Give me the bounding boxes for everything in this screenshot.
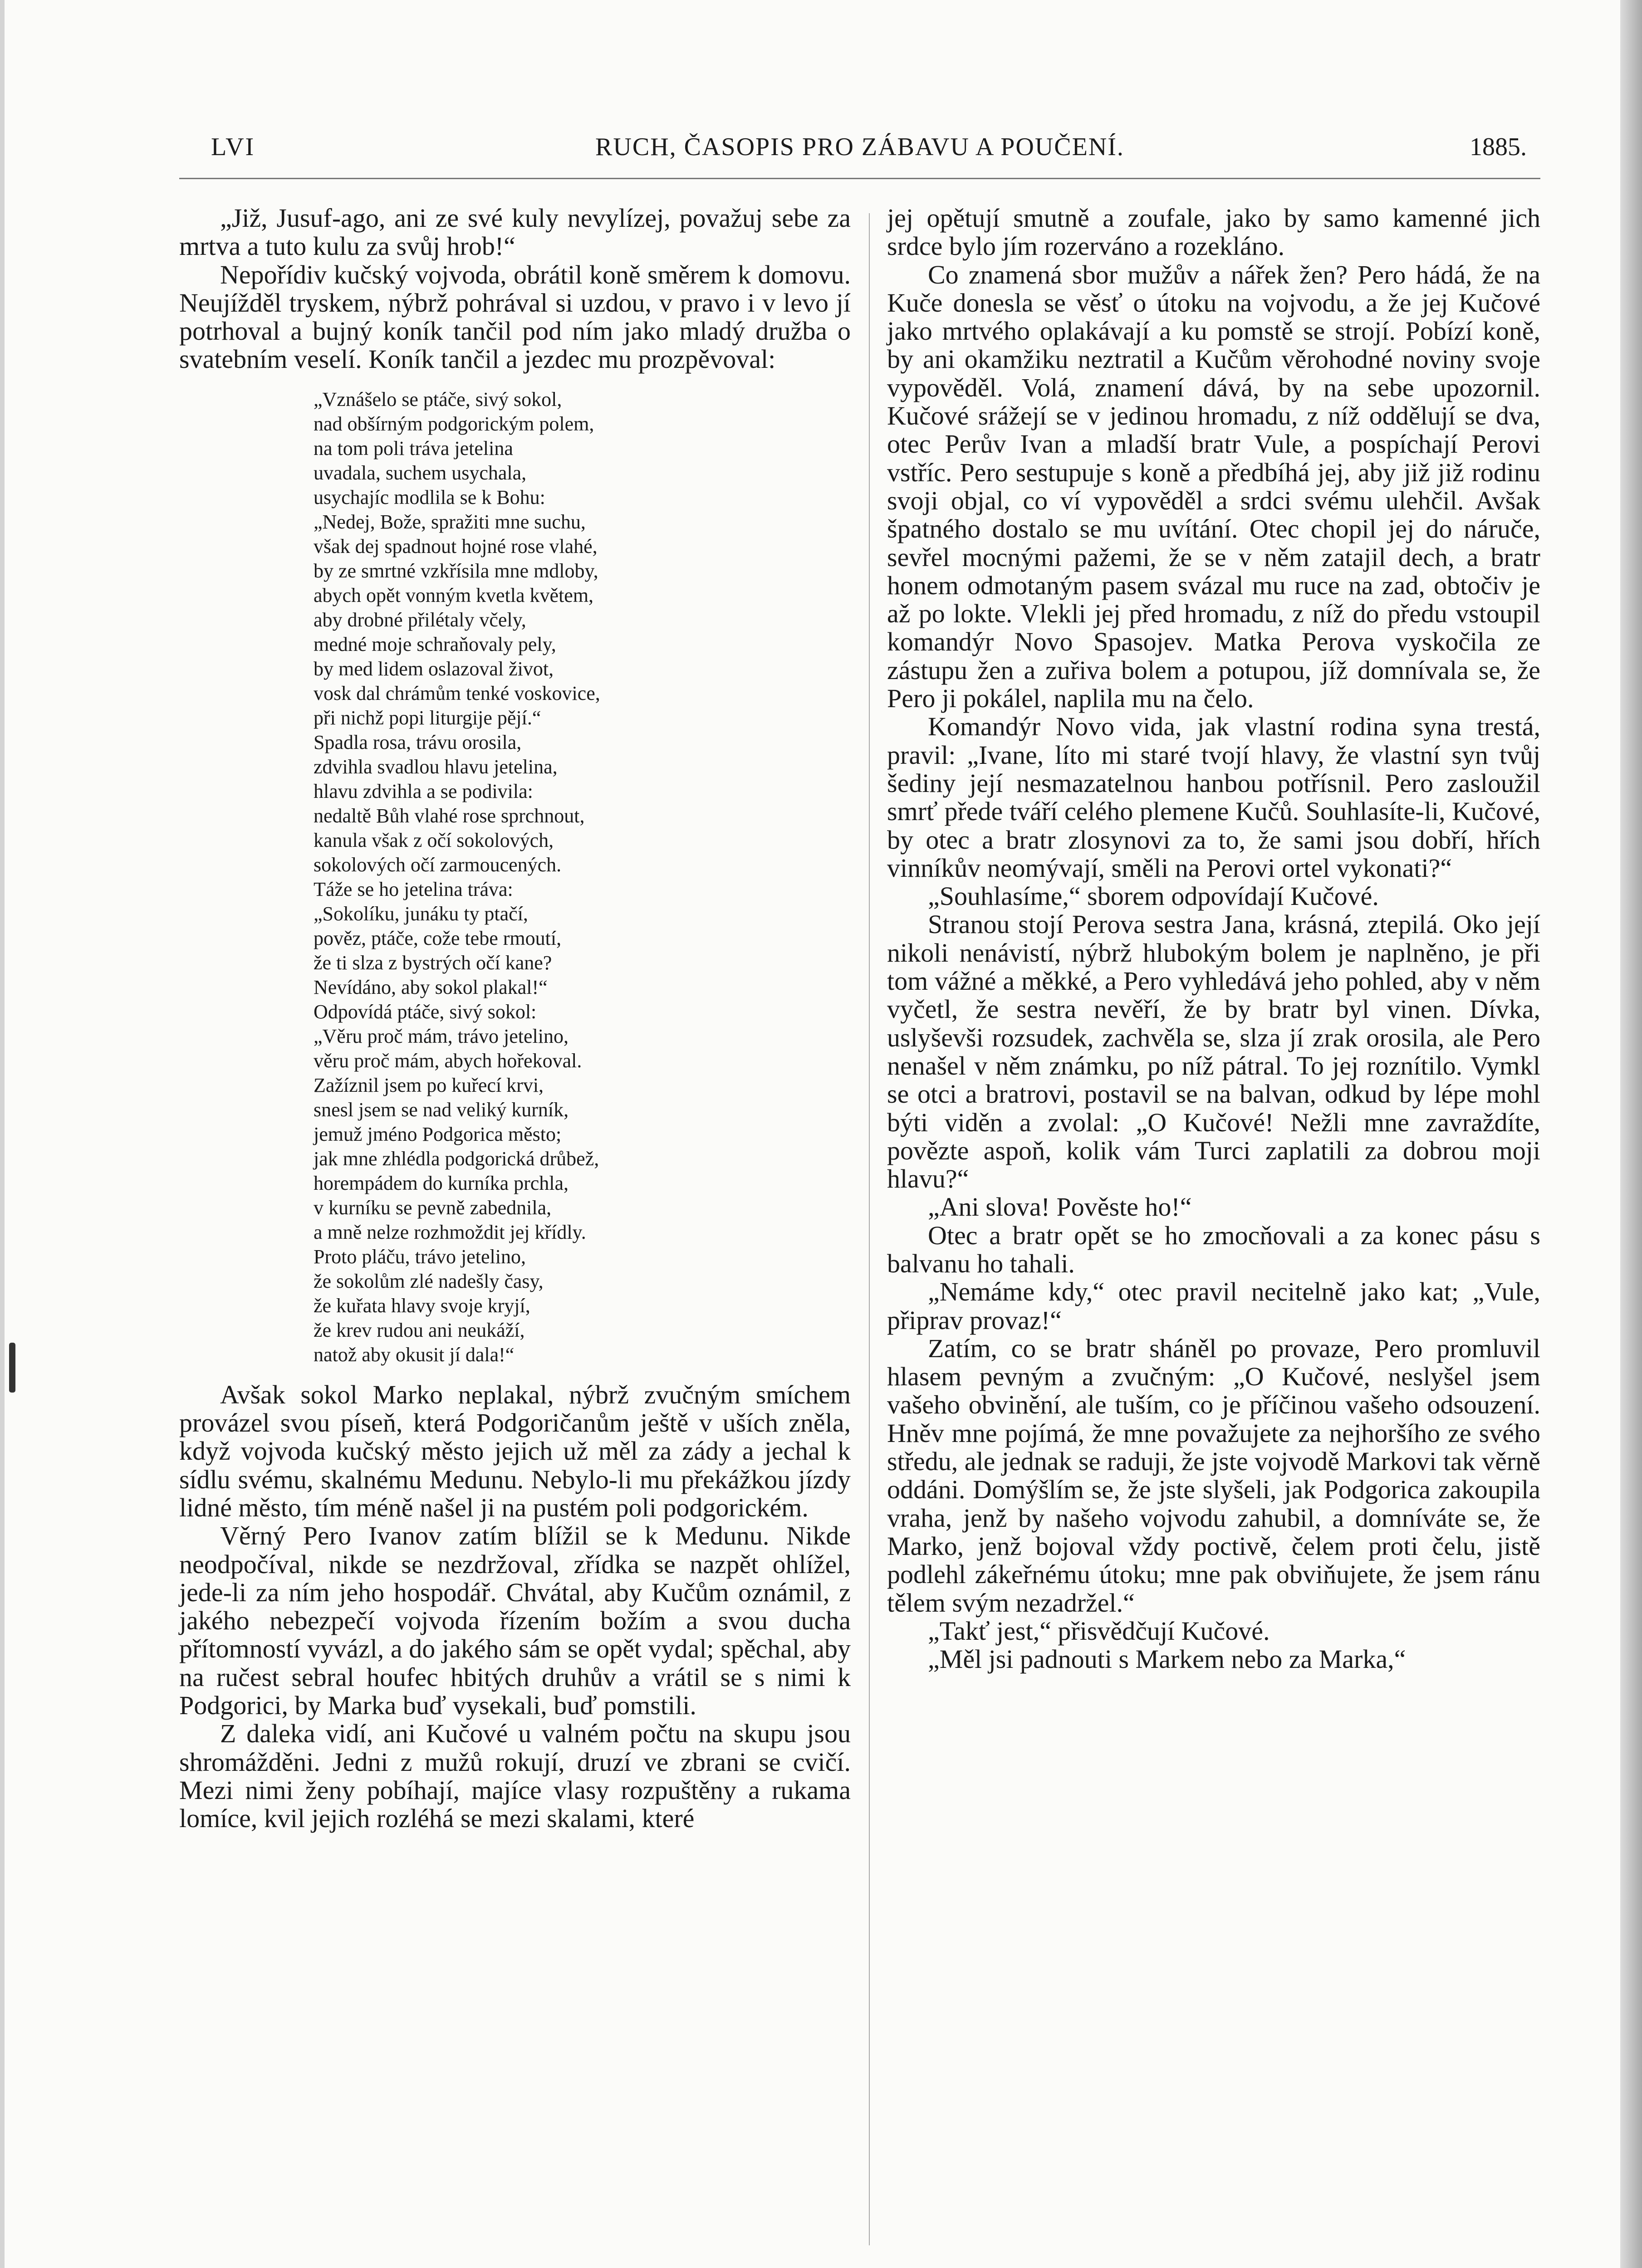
paragraph: „Ani slova! Pověste ho!“ bbox=[928, 1192, 1192, 1222]
poem-line: v kurníku se pevně zabednila, bbox=[314, 1196, 552, 1219]
poem-line: by med lidem oslazoval život, bbox=[314, 657, 554, 680]
poem-line: zdvihla svadlou hlavu jetelina, bbox=[314, 755, 558, 778]
poem-line: jemuž jméno Podgorica město; bbox=[314, 1123, 562, 1145]
poem-line: že sokolům zlé nadešly časy, bbox=[314, 1270, 544, 1292]
page-edge-left bbox=[0, 0, 5, 2268]
poem-line: Odpovídá ptáče, sivý sokol: bbox=[314, 1000, 537, 1023]
right-column bbox=[887, 204, 1540, 1673]
poem-line: na tom poli tráva jetelina bbox=[314, 437, 513, 459]
poem-line: však dej spadnout hojné rose vlahé, bbox=[314, 535, 598, 557]
poem-line: abych opět vonným kvetla květem, bbox=[314, 584, 594, 606]
poem-line: při nichž popi liturgije pějí.“ bbox=[314, 706, 541, 729]
poem-line: usychajíc modlila se k Bohu: bbox=[314, 486, 545, 508]
paragraph: „Souhlasíme,“ sborem odpovídají Kučové. bbox=[928, 881, 1379, 911]
poem-line: „Věru proč mám, trávo jetelino, bbox=[314, 1025, 569, 1047]
poem-line: „Vznášelo se ptáče, sivý sokol, bbox=[314, 388, 562, 411]
poem-line: Spadla rosa, trávu orosila, bbox=[314, 731, 522, 753]
poem-line: uvadala, suchem usychala, bbox=[314, 461, 527, 484]
poem-line: že ti slza z bystrých očí kane? bbox=[314, 951, 552, 974]
paragraph: Komandýr Novo vida, jak vlastní rodina syna trestá, pravil: „Ivane, líto mi staré tvojí hlavy, že vlastní syn tvůj šediny její nesmazatelnou hanbou potřísnil. Pero zasloužil smrť přede tváří celého plemene Kučů. Souhlasíte-li, Kučové, by otec a bratr zlosynovi za to, že sami jsou dobří, hřích vinníkův neomývají, směli na Perovi ortel vykonati?“ bbox=[887, 712, 1540, 883]
poem-line: „Sokolíku, junáku ty ptačí, bbox=[314, 902, 528, 925]
column-divider bbox=[869, 213, 870, 2245]
poem bbox=[314, 387, 851, 1367]
running-header bbox=[179, 132, 1540, 169]
paragraph: Nepořídiv kučský vojvoda, obrátil koně směrem k domovu. Neujížděl tryskem, nýbrž pohrával si uzdou, v pravo i v levo jí potrhoval a bujný koník tančil pod ním jako mladý družba o svatebním veselí. Koník tančil a jezdec mu prozpěvoval: bbox=[179, 259, 851, 374]
poem-line: jak mne zhlédla podgorická drůbež, bbox=[314, 1147, 599, 1170]
paragraph: Co znamená sbor mužův a nářek žen? Pero hádá, že na Kuče donesla se věsť o útoku na vojvodu, a že jej Kučové jako mrtvého oplakávají a ku pomstě se strojí. Pobízí koně, by ani okamžiku neztratil a Kučům věrohodné noviny svoje vypověděl. Volá, znamení dává, by na sebe upozornil. Kučové srážejí se v jedinou hromadu, z níž oddělují se dva, otec Perův Ivan a mladší bratr Vule, a pospíchají Perovi vstříc. Pero sestupuje s koně a předbíhá jej, aby již již rodinu svoji objal, co ví vypověděl a srdci svému ulehčil. Avšak špatného dostalo se mu uvítání. Otec chopil jej do náruče, sevřel mocnými pažemi, že se v něm zatajil dech, a bratr honem odmotaným pasem svázal mu ruce na zad, obtočiv je až po lokte. Vlekli jej před hromadu, z níž do předu vstoupil komandýr Novo Spasojev. Matka Perova vyskočila ze zástupu žen a zuřiva bolem a potupou, jíž domnívala se, že Pero ji pokálel, naplila mu na čelo. bbox=[887, 259, 1540, 714]
poem-line: snesl jsem se nad veliký kurník, bbox=[314, 1098, 569, 1121]
poem-line: vosk dal chrámům tenké voskovice, bbox=[314, 682, 600, 704]
paragraph: „Nemáme kdy,“ otec pravil necitelně jako kat; „Vule, připrav provaz!“ bbox=[887, 1277, 1540, 1335]
paragraph: jej opětují smutně a zoufale, jako by samo kamenné jich srdce bylo jím rozerváno a rozekláno. bbox=[887, 203, 1540, 261]
paragraph: Otec a bratr opět se ho zmocňovali a za konec pásu s balvanu ho tahali. bbox=[887, 1220, 1540, 1278]
poem-line: „Nedej, Bože, spražiti mne suchu, bbox=[314, 510, 586, 533]
poem-line: a mně nelze rozhmoždit jej křídly. bbox=[314, 1221, 586, 1243]
poem-line: pověz, ptáče, cože tebe rmoutí, bbox=[314, 927, 562, 949]
poem-line: Proto pláču, trávo jetelino, bbox=[314, 1245, 526, 1268]
poem-line: Táže se ho jetelina tráva: bbox=[314, 878, 513, 900]
poem-line: nad obšírným podgorickým polem, bbox=[314, 412, 594, 435]
header-rule bbox=[179, 178, 1540, 179]
paragraph: „Již, Jusuf-ago, ani ze své kuly nevylízej, považuj sebe za mrtva a tuto kulu za svůj hrob!“ bbox=[179, 203, 851, 261]
paragraph: „Měl jsi padnouti s Markem nebo za Marka,“ bbox=[928, 1644, 1406, 1674]
poem-line: aby drobné přilétaly včely, bbox=[314, 608, 526, 631]
poem-line: horempádem do kurníka prchla, bbox=[314, 1172, 569, 1194]
poem-line: hlavu zdvihla a se podivila: bbox=[314, 780, 533, 802]
poem-line: Nevídáno, aby sokol plakal!“ bbox=[314, 976, 548, 998]
journal-title: RUCH, ČASOPIS PRO ZÁBAVU A POUČENÍ. bbox=[595, 133, 1124, 161]
paragraph: Věrný Pero Ivanov zatím blížil se k Medunu. Nikde neodpočíval, nikde se nezdržoval, zřídka se nazpět ohlížel, jede-li za ním jeho hospodář. Chvátal, aby Kučům oznámil, z jakého nebezpečí vojvoda řízením božím a svou ducha přítomností vyvázl, a do jakého sám se opět vydal; spěchal, aby na ručest sebral houfec hbitých druhův a vrátil se s nimi k Podgorici, by Marka buď vysekali, buď pomstili. bbox=[179, 1521, 851, 1721]
poem-line: medné moje schraňovaly pely, bbox=[314, 633, 556, 655]
poem-line: natož aby okusit jí dala!“ bbox=[314, 1343, 515, 1366]
poem-line: nedaltě Bůh vlahé rose sprchnout, bbox=[314, 804, 585, 827]
paragraph: „Takť jest,“ přisvědčují Kučové. bbox=[928, 1616, 1270, 1646]
poem-line: že kuřata hlavy svoje kryjí, bbox=[314, 1294, 530, 1317]
paragraph: Avšak sokol Marko neplakal, nýbrž zvučným smíchem provázel svou píseň, která Podgoričanům ještě v uších zněla, když vojvoda kučský město jejich už měl za zády a jechal k sídlu svému, skalnému Medunu. Nebylo-li mu překážkou jízdy lidné město, tím méně našel ji na pustém poli podgorickém. bbox=[179, 1379, 851, 1522]
left-column bbox=[179, 204, 851, 1833]
poem-line: že krev rudou ani neukáží, bbox=[314, 1319, 525, 1341]
binding-mark bbox=[9, 1343, 15, 1393]
paragraph: Z daleka vidí, ani Kučové u valném počtu na skupu jsou shromážděni. Jedni z mužů rokují, druzí ve zbrani se cvičí. Mezi nimi ženy pobíhají, majíce vlasy rozpuštěny a rukama lomíce, kvil jejich rozléhá se mezi skalami, které bbox=[179, 1719, 851, 1833]
poem-line: Zažíznil jsem po kuřecí krvi, bbox=[314, 1074, 544, 1096]
year: 1885. bbox=[1470, 133, 1527, 161]
poem-line: by ze smrtné vzkřísila mne mdloby, bbox=[314, 559, 598, 582]
paragraph: Stranou stojí Perova sestra Jana, krásná, ztepilá. Oko její nikoli nenávistí, nýbrž hlubokým bolem je naplněno, je při tom vážné a měkké, a Pero vyhledává jeho pohled, aby v něm vyčetl, že sestra nevěří, že by bratr byl vinen. Dívka, uslyševši rozsudek, zachvěla se, slza jí zrak orosila, ale Pero nenašel v něm známku, po níž pátral. To jej roznítilo. Vymkl se otci a bratrovi, postavil se na balvan, odkud by lépe mohl býti viděn a zvolal: „O Kučové! Nežli mne zavraždíte, povězte aspoň, kolik vám Turci zaplatili za dobrou moji hlavu?“ bbox=[887, 909, 1540, 1194]
poem-line: věru proč mám, abych hořekoval. bbox=[314, 1049, 582, 1072]
paragraph: Zatím, co se bratr sháněl po provaze, Pero promluvil hlasem pevným a zvučným: „O Kučové, neslyšel jsem vašeho obvinění, ale tuším, co je příčinou vašeho odsouzení. Hněv mne pojímá, že mne považujete za nejhoršího ze svého středu, ale jednak se raduji, že jste vojvodě Markovi tak věrně oddáni. Domýšlím se, že jste slyšeli, jak Podgorica zakoupila vraha, jenž by našeho vojvodu zahubil, a domníváte se, že Marko, jenž bojoval vždy poctivě, čelem proti čelu, jistě podlehl zákeřnému útoku; mne pak obviňujete, že jsem ránu tělem svým nezadržel.“ bbox=[887, 1333, 1540, 1618]
page-edge-right bbox=[1620, 0, 1642, 2268]
page-number: LVI bbox=[211, 133, 255, 161]
poem-line: sokolových očí zarmoucených. bbox=[314, 853, 562, 876]
poem-line: kanula však z očí sokolových, bbox=[314, 829, 554, 851]
